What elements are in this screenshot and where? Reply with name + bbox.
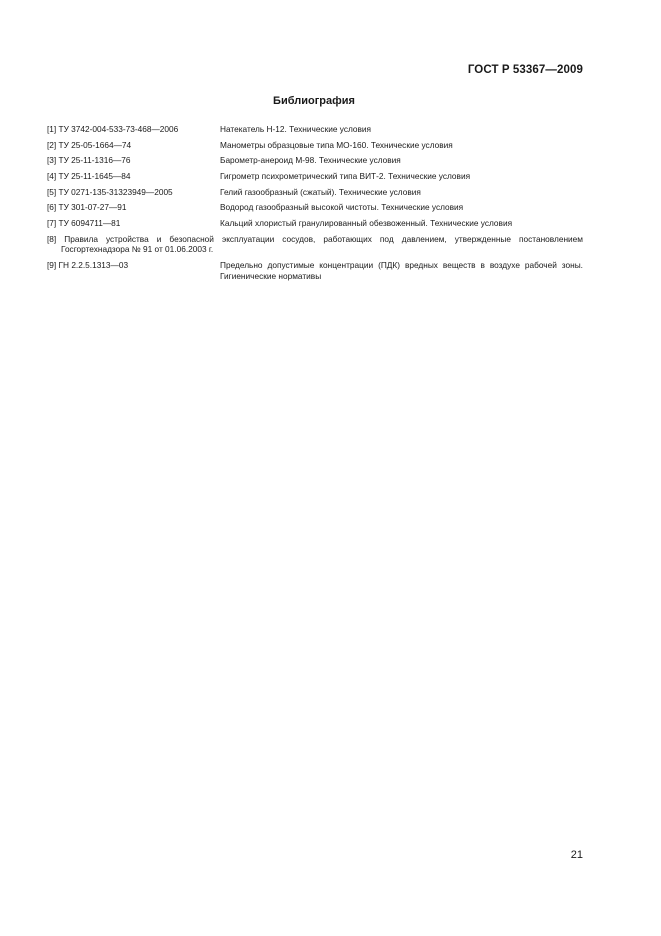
bibliography-desc: Барометр-анероид М-98. Технические условия	[220, 155, 401, 166]
page-title: Библиография	[273, 95, 355, 107]
bibliography-item	[47, 218, 583, 229]
bibliography-ref: [5] ТУ 0271-135-31323949—2005	[47, 186, 173, 197]
bibliography-item	[47, 171, 583, 182]
bibliography-ref: [2] ТУ 25-05-1664—74	[47, 139, 132, 150]
bibliography-ref: [9] ГН 2.2.5.1313—03	[47, 260, 129, 271]
bibliography-desc: Гигрометр психрометрический типа ВИТ-2. Технические условия	[220, 171, 471, 182]
bibliography-list	[47, 124, 583, 286]
bibliography-item	[47, 187, 583, 198]
bibliography-desc: Водород газообразный высокой чистоты. Технические условия	[220, 202, 464, 213]
bibliography-item	[47, 140, 583, 151]
bibliography-ref: [6] ТУ 301-07-27—91	[47, 202, 127, 213]
bibliography-desc: Кальций хлористый гранулированный обезвоженный. Технические условия	[220, 218, 513, 229]
bibliography-item	[47, 234, 583, 255]
bibliography-ref: [3] ТУ 25-11-1316—76	[47, 155, 131, 166]
bibliography-desc: Предельно допустимые концентрации (ПДК) вредных веществ в воздухе рабочей зоны. Гигиенические нормативы	[220, 260, 583, 281]
bibliography-item	[47, 260, 583, 281]
bibliography-item	[47, 155, 583, 166]
page-number: 21	[570, 849, 583, 861]
bibliography-desc: Натекатель Н-12. Технические условия	[220, 124, 372, 134]
bibliography-desc: Гелий газообразный (сжатый). Технические условия	[220, 186, 421, 197]
bibliography-item	[47, 124, 583, 135]
bibliography-full-text: [8] Правила устройства и безопасной эксплуатации сосудов, работающих под давлением, утвержденные постановлением Госгортехнадзора № 91 от 01.06.2003 г.	[47, 233, 583, 255]
bibliography-desc: Манометры образцовые типа МО-160. Технические условия	[220, 139, 453, 150]
bibliography-item	[47, 202, 583, 213]
bibliography-ref: [7] ТУ 6094711—81	[47, 218, 121, 229]
standard-code: ГОСТ Р 53367—2009	[467, 64, 583, 76]
bibliography-ref: [1] ТУ 3742-004-533-73-468—2006	[47, 124, 179, 134]
bibliography-ref: [4] ТУ 25-11-1645—84	[47, 171, 131, 182]
